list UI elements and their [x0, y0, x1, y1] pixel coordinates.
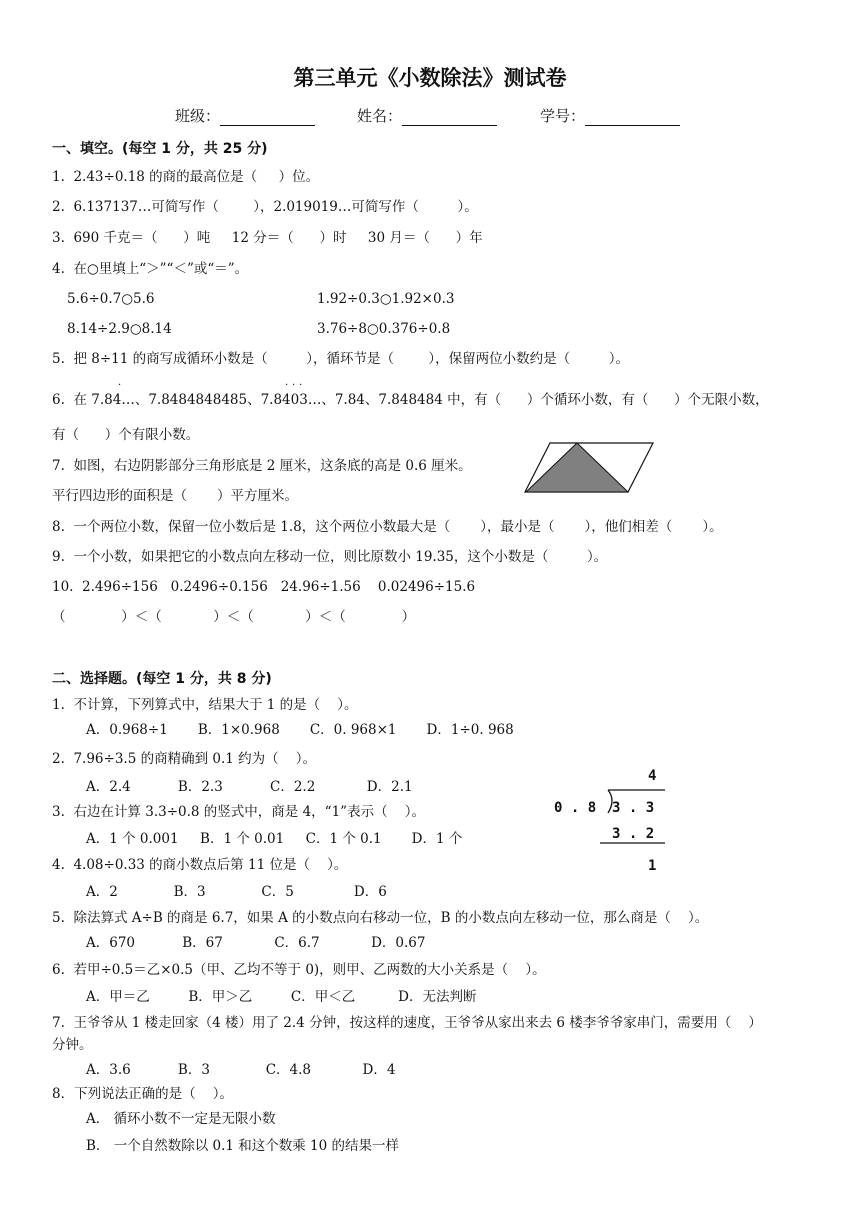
s2-q3-options: A．1 个 0.001 B．1 个 0.01 C．1 个 0.1 D．1 个 — [86, 831, 463, 847]
id-blank[interactable] — [585, 111, 680, 126]
s2-q2-options: A．2.4 B．2.3 C．2.2 D．2.1 — [86, 779, 413, 795]
s1-question-7-cont: 平行四边形的面积是（ ）平方厘米。 — [52, 488, 299, 504]
section2-heading: 二、选择题。(每空 1 分，共 8 分) — [52, 671, 272, 687]
s1-q4-item-a: 5.6÷0.7○5.6 — [67, 291, 155, 307]
ld-divisor: 0 . 8 — [554, 800, 597, 816]
name-blank[interactable] — [402, 111, 497, 126]
s1-question-3: 3. 690 千克＝（ ）吨 12 分＝（ ）时 30 月＝（ ）年 — [52, 230, 483, 246]
s1-q4-item-c: 8.14÷2.9○8.14 — [67, 321, 172, 337]
s1-question-4: 4. 在○里填上“＞”“＜”或“＝”。 — [52, 261, 249, 277]
s1-q4-item-d: 3.76÷8○0.376÷0.8 — [317, 321, 451, 337]
s2-question-8: 8．下列说法正确的是（ ）。 — [52, 1086, 234, 1102]
id-label: 学号： — [540, 107, 586, 125]
name-field — [357, 105, 497, 126]
ld-quotient: 4 — [648, 768, 657, 784]
shaded-triangle — [526, 443, 628, 492]
s2-q1-options: A．0.968÷1 B．1×0.968 C．0. 968×1 D．1÷0. 968 — [86, 722, 514, 738]
s1-question-9: 9. 一个小数，如果把它的小数点向左移动一位，则比原数小 19.35，这个小数是（ ）。 — [52, 549, 608, 565]
s1-question-10-blanks: （ ）＜（ ）＜（ ）＜（ ） — [52, 609, 416, 625]
page-title: 第三单元《小数除法》测试卷 — [293, 66, 567, 90]
s2-question-1: 1. 不计算，下列算式中，结果大于 1 的是（ ）。 — [52, 697, 358, 713]
s2-question-7: 7. 王爷爷从 1 楼走回家（4 楼）用了 2.4 分钟，按这样的速度，王爷爷从家出来去 6 楼李爷爷家串门，需要用（ ） — [52, 1015, 762, 1031]
ld-remainder: 1 — [648, 858, 657, 874]
parallelogram-figure — [522, 441, 656, 495]
s1-question-7: 7. 如图，右边阴影部分三角形底是 2 厘米，这条底的高是 0.6 厘米。 — [52, 458, 472, 474]
class-field — [175, 105, 315, 126]
s1-question-1: 1. 2.43÷0.18 的商的最高位是（ ）位。 — [52, 169, 320, 185]
repeat-dot: · — [285, 380, 289, 391]
ld-product: 3 . 2 — [612, 826, 655, 842]
id-field — [540, 105, 680, 126]
long-division-figure — [550, 766, 680, 876]
s2-question-7-cont: 分钟。 — [52, 1037, 93, 1053]
s1-question-6: 6. 在 7.84…、7.8484848485、7.8403…、7.84、7.848484 中，有（ ）个循环小数，有（ ）个无限小数， — [52, 392, 769, 408]
s1-question-5: 5. 把 8÷11 的商写成循环小数是（ ），循环节是（ ），保留两位小数约是（ ）。 — [52, 351, 629, 367]
class-label: 班级： — [175, 107, 221, 125]
section1-heading: 一、填空。(每空 1 分，共 25 分) — [52, 141, 268, 157]
s1-question-6-cont: 有（ ）个有限小数。 — [52, 427, 200, 443]
s2-question-4: 4. 4.08÷0.33 的商小数点后第 11 位是（ ）。 — [52, 857, 348, 873]
s1-q4-item-b: 1.92÷0.3○1.92×0.3 — [317, 291, 455, 307]
s1-question-2: 2. 6.137137…可简写作（ ），2.019019…可简写作（ ）。 — [52, 199, 478, 215]
s2-question-2: 2. 7.96÷3.5 的商精确到 0.1 约为（ ）。 — [52, 751, 317, 767]
repeat-dot: · — [299, 380, 303, 391]
s2-question-3: 3. 右边在计算 3.3÷0.8 的竖式中，商是 4，“1”表示（ ）。 — [52, 804, 425, 820]
s2-q5-options: A．670 B．67 C．6.7 D．0.67 — [86, 935, 426, 951]
ld-bracket-lines — [550, 766, 680, 876]
name-label: 姓名： — [357, 107, 403, 125]
repeat-dot: · — [292, 380, 296, 391]
s2-q6-options: A．甲＝乙 B．甲＞乙 C．甲＜乙 D．无法判断 — [86, 989, 477, 1005]
s2-question-5: 5. 除法算式 A÷B 的商是 6.7，如果 A 的小数点向右移动一位，B 的小数点向左移动一位，那么商是（ ）。 — [52, 910, 709, 926]
s2-q8-option-b: B． 一个自然数除以 0.1 和这个数乘 10 的结果一样 — [86, 1138, 400, 1154]
class-blank[interactable] — [220, 111, 315, 126]
s1-question-8: 8. 一个两位小数，保留一位小数后是 1.8，这个两位小数最大是（ ），最小是（ ），他们相差（ ）。 — [52, 519, 723, 535]
ld-dividend: 3 . 3 — [612, 800, 655, 816]
repeat-dot: · — [118, 380, 122, 391]
s2-q7-options: A．3.6 B．3 C．4.8 D．4 — [86, 1062, 396, 1078]
s2-q4-options: A．2 B．3 C．5 D．6 — [86, 884, 387, 900]
s2-q8-option-a: A． 循环小数不一定是无限小数 — [86, 1111, 276, 1127]
s1-question-10: 10. 2.496÷156 0.2496÷0.156 24.96÷1.56 0.02496÷15.6 — [52, 579, 476, 595]
s2-question-6: 6. 若甲÷0.5＝乙×0.5（甲、乙均不等于 0)，则甲、乙两数的大小关系是（ ）。 — [52, 962, 546, 978]
